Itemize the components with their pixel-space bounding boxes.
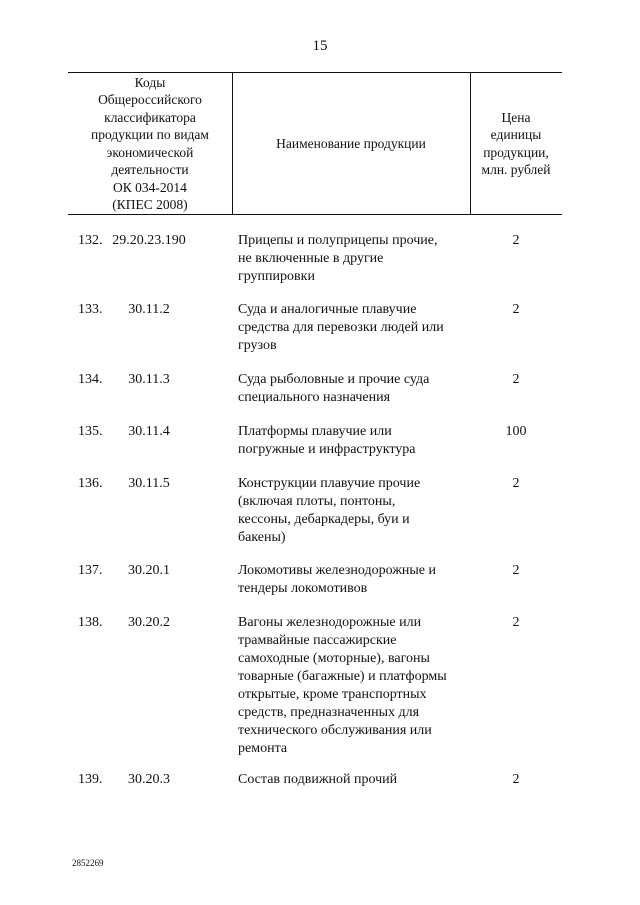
row-name: Локомотивы железнодорожные и тендеры локомотивов (238, 563, 437, 596)
header-name-label: Наименование продукции (276, 135, 426, 151)
row-name: Суда и аналогичные плавучие средства для перевозки людей или грузов (238, 302, 444, 353)
header-codes (68, 73, 232, 214)
row-name: Прицепы и полуприцепы прочие, не включенные в другие группировки (238, 233, 438, 284)
header-name (232, 73, 470, 214)
page-number: 15 (312, 38, 328, 54)
table-header (68, 72, 562, 215)
row-code: 30.11.3 (128, 372, 170, 387)
row-number: 138. (78, 615, 103, 630)
header-price (470, 73, 562, 214)
document-footer-code: 2852269 (72, 858, 104, 868)
row-price: 2 (512, 563, 520, 578)
row-name: Состав подвижной прочий (238, 772, 398, 787)
row-code: 30.11.4 (128, 424, 170, 439)
row-code: 30.20.3 (128, 772, 170, 787)
row-price: 2 (512, 302, 520, 317)
row-number: 134. (78, 372, 103, 387)
row-number: 139. (78, 772, 103, 787)
row-number: 133. (78, 302, 103, 317)
row-price: 100 (505, 424, 527, 439)
header-codes-label: Коды Общероссийского классификатора продукции по видам экономической деятельности ОК 034-2014 (КПЕС 2008) (91, 74, 209, 212)
row-code: 30.11.5 (128, 476, 170, 491)
row-code: 30.11.2 (128, 302, 170, 317)
row-price: 2 (512, 615, 520, 630)
row-number: 137. (78, 563, 103, 578)
row-price: 2 (512, 476, 520, 491)
row-number: 136. (78, 476, 103, 491)
row-name: Конструкции плавучие прочие (включая плоты, понтоны, кессоны, дебаркадеры, буи и бакены) (238, 476, 421, 545)
row-number: 132. (78, 233, 103, 248)
row-price: 2 (512, 772, 520, 787)
row-code: 29.20.23.190 (112, 233, 186, 248)
row-name: Суда рыболовные и прочие суда специального назначения (238, 372, 430, 405)
row-code: 30.20.1 (128, 563, 170, 578)
header-price-label: Цена единицы продукции, млн. рублей (481, 109, 551, 177)
row-name: Вагоны железнодорожные или трамвайные пассажирские самоходные (моторные), вагоны товарные (багажные) и платформы открытые, кроме транспортных средств, предназначенных для технического обслуживания или ремонта (238, 615, 447, 756)
row-name: Платформы плавучие или погружные и инфраструктура (238, 424, 416, 457)
row-price: 2 (512, 372, 520, 387)
row-number: 135. (78, 424, 103, 439)
row-price: 2 (512, 233, 520, 248)
row-code: 30.20.2 (128, 615, 170, 630)
